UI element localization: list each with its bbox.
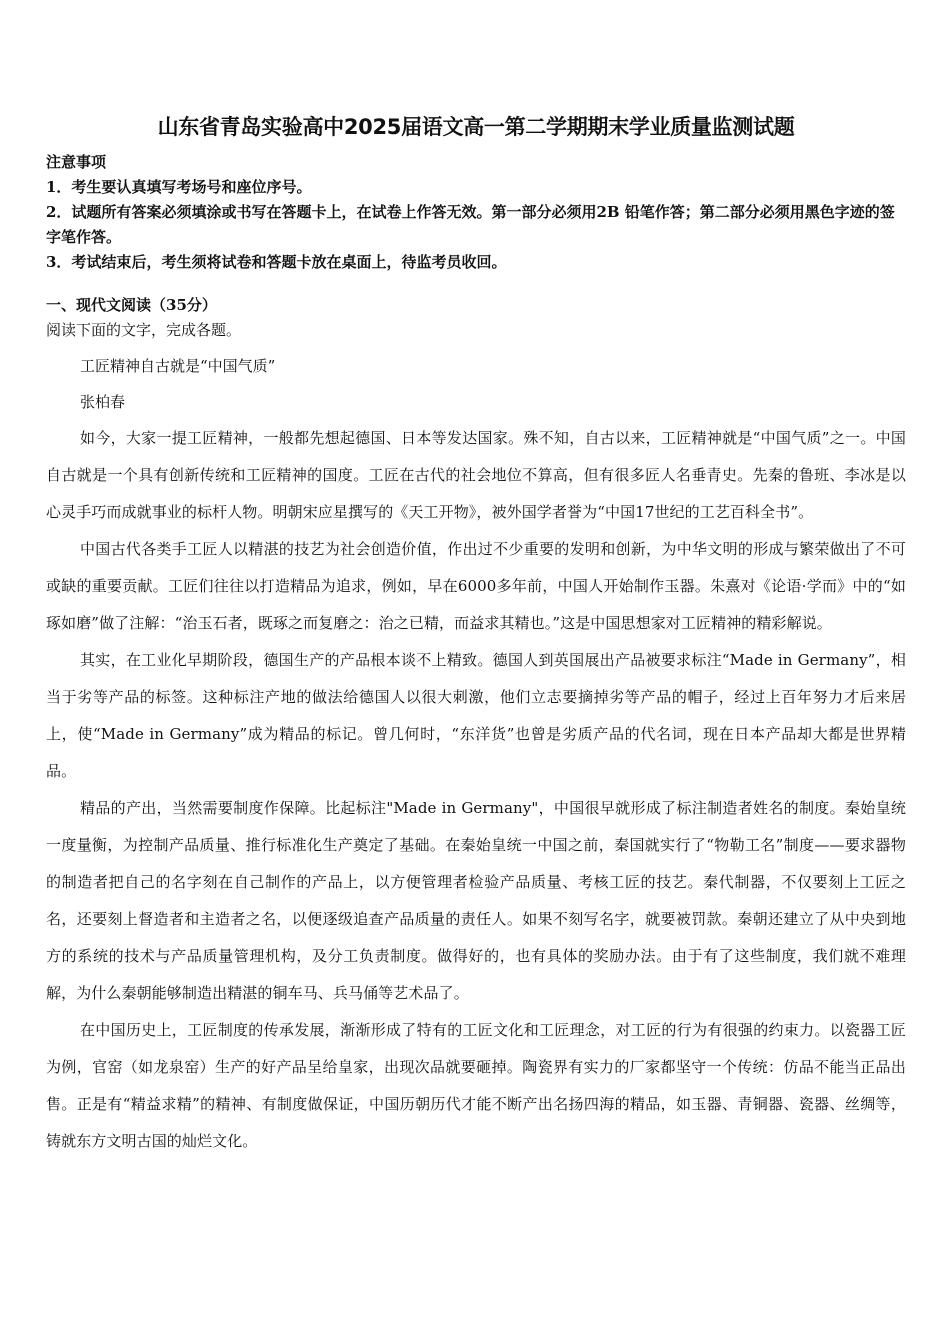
notice-block [46, 150, 906, 275]
article-paragraph-3: 其实，在工业化早期阶段，德国生产的产品根本谈不上精致。德国人到英国展出产品被要求标注“Made in Germany”，相当于劣等产品的标签。这种标注产地的做法给德国人以很大刺激，他们立志要摘掉劣等产品的帽子，经过上百年努力才后来居上，使“Made in Germany”成为精品的标记。曾几何时，“东洋货”也曾是劣质产品的代名词，现在日本产品却大都是世界精品。 [46, 651, 906, 780]
exam-title: 山东省青岛实验高中2025届语文高一第二学期期末学业质量监测试题 [157, 115, 795, 139]
article-paragraph-5: 在中国历史上，工匠制度的传承发展，渐渐形成了特有的工匠文化和工匠理念，对工匠的行为有很强的约束力。以瓷器工匠为例，官窑（如龙泉窑）生产的好产品呈给皇家，出现次品就要砸掉。陶瓷界有实力的厂家都坚守一个传统：仿品不能当正品出售。正是有“精益求精”的精神、有制度做保证，中国历朝历代才能不断产出名扬四海的精品，如玉器、青铜器、瓷器、丝绸等，铸就东方文明古国的灿烂文化。 [46, 1021, 906, 1150]
notice-heading: 注意事项 [46, 153, 107, 171]
article-paragraph-2: 中国古代各类手工匠人以精湛的技艺为社会创造价值，作出过不少重要的发明和创新，为中华文明的形成与繁荣做出了不可或缺的重要贡献。工匠们往往以打造精品为追求，例如，早在6000多年前，中国人开始制作玉器。朱熹对《论语·学而》中的“如琢如磨”做了注解：“治玉石者，既琢之而复磨之：治之已精，而益求其精也。”这是中国思想家对工匠精神的精彩解说。 [46, 540, 906, 632]
notice-item-1: 1．考生要认真填写考场号和座位序号。 [46, 178, 312, 196]
section-instruction: 阅读下面的文字，完成各题。 [46, 321, 242, 339]
article-paragraph-1: 如今，大家一提工匠精神，一般都先想起德国、日本等发达国家。殊不知，自古以来，工匠精神就是“中国气质”之一。中国自古就是一个具有创新传统和工匠精神的国度。工匠在古代的社会地位不算高，但有很多匠人名垂青史。先秦的鲁班、李冰是以心灵手巧而成就事业的标杆人物。明朝宋应星撰写的《天工开物》，被外国学者誉为“中国17世纪的工艺百科全书”。 [46, 429, 906, 521]
section-heading: 一、现代文阅读（35分） [46, 296, 217, 314]
article-author: 张柏春 [80, 393, 126, 411]
notice-item-2: 2．试题所有答案必须填涂或书写在答题卡上，在试卷上作答无效。第一部分必须用2B 铅笔作答；第二部分必须用黑色字迹的签字笔作答。 [46, 203, 895, 246]
notice-item-3: 3．考试结束后，考生须将试卷和答题卡放在桌面上，待监考员收回。 [46, 253, 507, 271]
article-paragraph-4: 精品的产出，当然需要制度作保障。比起标注"Made in Germany"，中国很早就形成了标注制造者姓名的制度。秦始皇统一度量衡，为控制产品质量、推行标准化生产奠定了基础。在秦始皇统一中国之前，秦国就实行了“物勒工名”制度——要求器物的制造者把自己的名字刻在自己制作的产品上，以方便管理者检验产品质量、考核工匠的技艺。秦代制器，不仅要刻上工匠之名，还要刻上督造者和主造者之名，以便逐级追查产品质量的责任人。如果不刻写名字，就要被罚款。秦朝还建立了从中央到地方的系统的技术与产品质量管理机构，及分工负责制度。做得好的，也有具体的奖励办法。由于有了这些制度，我们就不难理解，为什么秦朝能够制造出精湛的铜车马、兵马俑等艺术品了。 [46, 799, 906, 1002]
article-title: 工匠精神自古就是“中国气质” [80, 357, 276, 375]
section-modern-reading [46, 293, 906, 1160]
